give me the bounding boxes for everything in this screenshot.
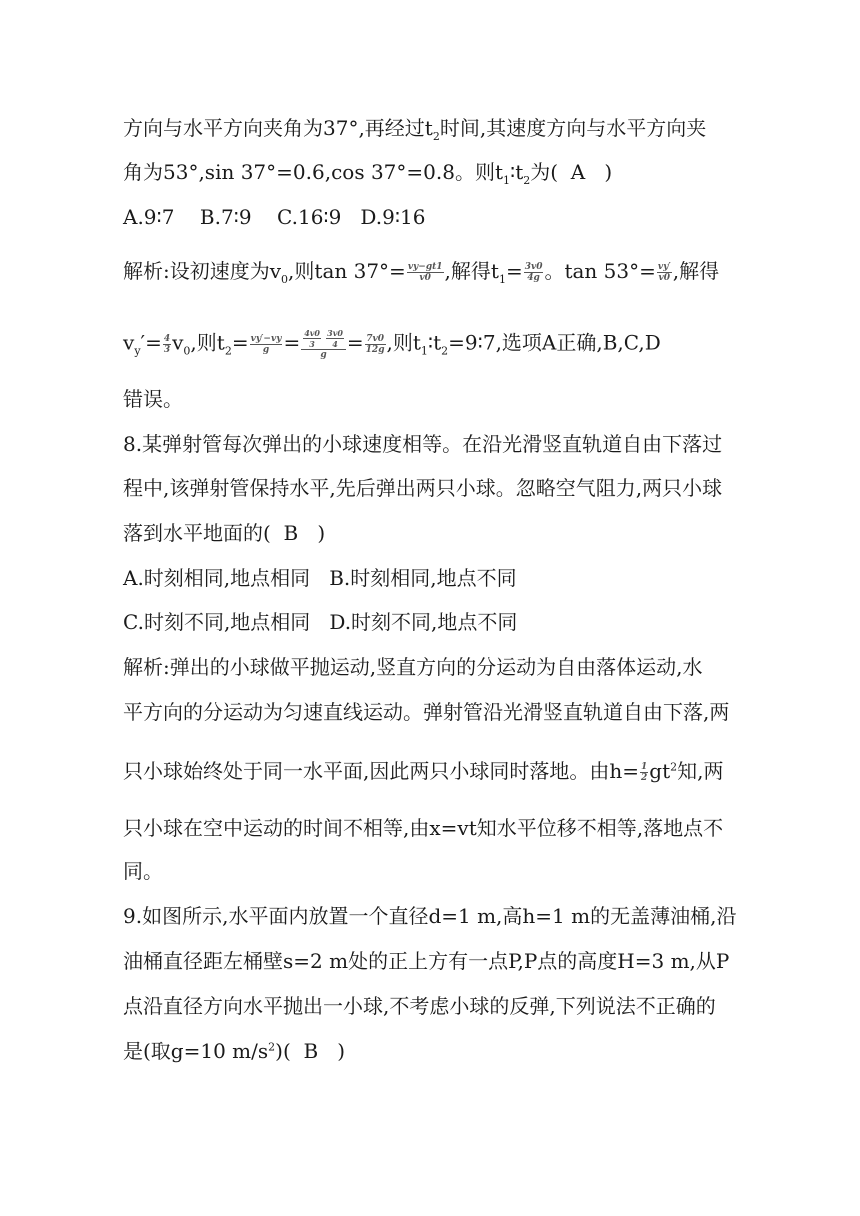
question-8-line-2: 程中,该弹射管保持水平,先后弹出两只小球。忽略空气阻力,两只小球 xyxy=(123,476,723,500)
text-line-1: 方向与水平方向夹角为37°,再经过$t_2$时间,其速度方向与水平方向夹 xyxy=(123,116,707,143)
analysis-q8-line-3: 只小球始终处于同一水平面,因此两只小球同时落地。由h= $\frac{1}{2}$ $gt^2$知,两 xyxy=(123,759,724,783)
formula-fraction: $\frac{3v0}{4g}$ xyxy=(524,262,543,283)
answer-q7: A xyxy=(570,160,586,184)
question-9-line-3: 点沿直径方向水平抛出一小球,不考虑小球的反弹,下列说法不正确的 xyxy=(123,994,716,1018)
analysis-q8-line-1: 解析:弹出的小球做平抛运动,竖直方向的分运动为自由落体运动,水 xyxy=(123,655,703,679)
analysis-q7-line-2: $v_y'=$ $\frac{4}{3}$ $v_0$,则$t_2=$ $\frac{vy'-vy}{g}$ = $\frac{4v0}{3}$ $\frac{3v0}{4}$ g = $\frac{7v0}{12g}$ ,则$t_1∶t_2=9∶7$,选项A正确,B,C,D xyxy=(123,328,661,360)
formula-fraction: $\frac{7v0}{12g}$ xyxy=(365,333,385,355)
formula-fraction: $\frac{4}{3}$ xyxy=(163,333,171,355)
analysis-q7-line-1: 解析:设初速度为$v_0$,则tan 37°= $\frac{vy-gt1}{v0}$ ,解得$t_1=$ $\frac{3v0}{4g}$ 。tan 53°= $\frac{vy'}{v0}$ ,解得 xyxy=(123,259,720,286)
question-9-line-2: 油桶直径距左桶壁s=2 m处的正上方有一点P,P点的高度H=3 m,从P xyxy=(123,949,730,973)
answer-q8: B xyxy=(283,521,299,545)
formula-fraction: $\frac{vy-gt1}{v0}$ xyxy=(407,262,443,283)
analysis-q8-line-4: 只小球在空中运动的时间不相等,由x=vt知水平位移不相等,落地点不 xyxy=(123,816,724,840)
answer-q9: B xyxy=(303,1039,319,1063)
question-9-line-1: 9.如图所示,水平面内放置一个直径d=1 m,高h=1 m的无盖薄油桶,沿 xyxy=(123,904,737,928)
analysis-q8-line-2: 平方向的分运动为匀速直线运动。弹射管沿光滑竖直轨道自由下落,两 xyxy=(123,700,730,724)
options-q8-row-1: A.时刻相同,地点相同 B.时刻相同,地点不同 xyxy=(123,566,517,590)
formula-fraction: $\frac{vy'-vy}{g}$ xyxy=(250,333,282,355)
options-q7: A.9∶7 B.7∶9 C.16∶9 D.9∶16 xyxy=(123,205,426,229)
text-line-2: 角为53°,sin 37°=0.6,cos 37°=0.8。则$t_1∶t_2$为( A ) xyxy=(123,160,613,187)
options-q8-row-2: C.时刻不同,地点相同 D.时刻不同,地点不同 xyxy=(123,610,518,634)
question-9-line-4: 是(取g=10 $m/s^2$)( B ) xyxy=(123,1039,346,1063)
question-8-line-3: 落到水平地面的( B ) xyxy=(123,521,326,545)
formula-fraction: $\frac{vy'}{v0}$ xyxy=(657,262,671,283)
analysis-q7-line-3: 错误。 xyxy=(123,387,183,411)
question-8-line-1: 8.某弹射管每次弹出的小球速度相等。在沿光滑竖直轨道自由下落过 xyxy=(123,432,723,456)
formula-fraction: $\frac{4v0}{3}$ $\frac{3v0}{4}$ g xyxy=(301,328,346,360)
formula-fraction: $\frac{1}{2}$ xyxy=(641,762,648,783)
analysis-q8-line-5: 同。 xyxy=(123,859,163,883)
